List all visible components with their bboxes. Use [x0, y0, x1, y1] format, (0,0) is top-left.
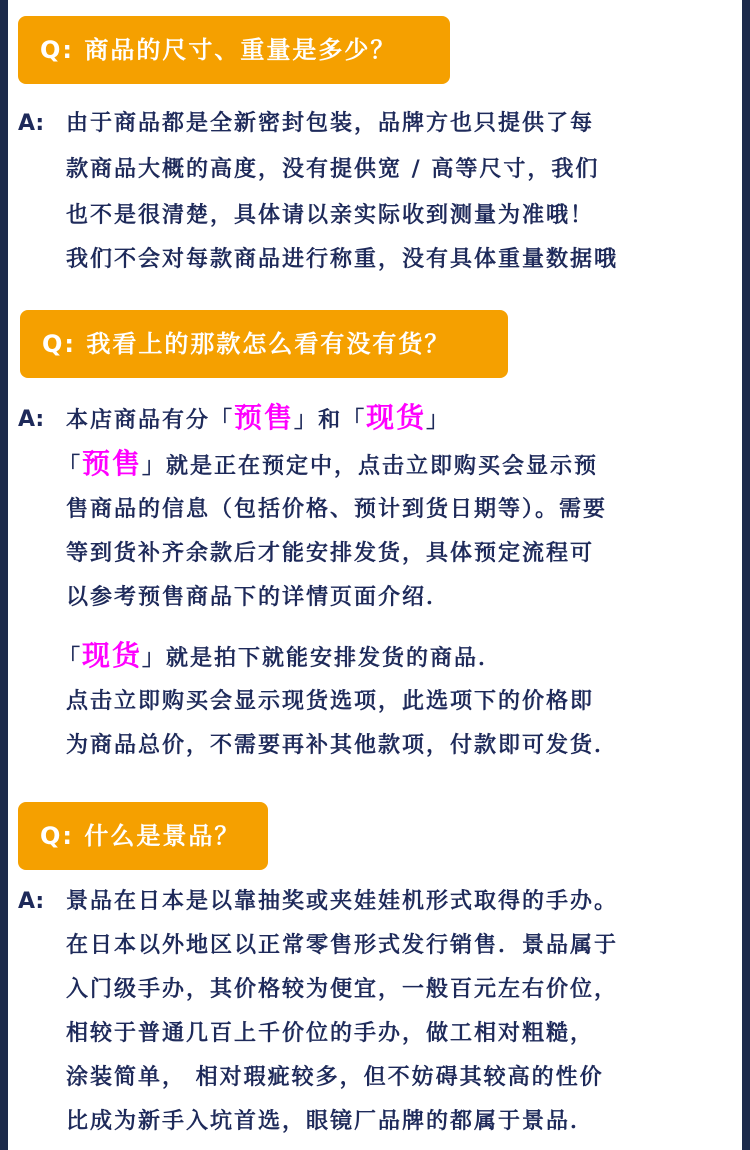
answer-3-line: 入门级手办，其价格较为便宜，一般百元左右价位，	[66, 977, 619, 1002]
answer-1-line: 我们不会对每款商品进行称重，没有具体重量数据哦	[66, 247, 619, 272]
question-1: Q: 商品的尺寸、重量是多少？	[18, 16, 450, 84]
open-bracket: 「	[342, 408, 367, 433]
answer-1-line: 由于商品都是全新密封包装，品牌方也只提供了每	[66, 111, 595, 136]
answer-3-line: 景品在日本是以靠抽奖或夹娃娃机形式取得的手办。	[66, 889, 619, 914]
answer-3-line: 比成为新手入坑首选，眼镜厂品牌的都属于景品．	[66, 1109, 595, 1134]
presale-line: 售商品的信息（包括价格、预计到货日期等）。需要	[66, 497, 608, 522]
intro-text: 本店商品有分	[66, 408, 211, 433]
open-bracket: 「	[58, 454, 83, 479]
instock-highlight: 现货	[366, 401, 427, 434]
presale-definition-text: 就是正在预定中，点击立即购买会显示预	[166, 454, 599, 479]
presale-highlight: 预售	[82, 447, 143, 480]
close-bracket: 」	[294, 408, 319, 433]
answer-3-line: 在日本以外地区以正常零售形式发行销售．景品属于	[66, 933, 619, 958]
presale-definition-line	[58, 446, 598, 485]
instock-line: 为商品总价，不需要再补其他款项，付款即可发货．	[66, 733, 619, 758]
answer-2-prefix: A:	[18, 407, 45, 432]
open-bracket: 「	[58, 646, 83, 671]
close-bracket: 」	[142, 454, 167, 479]
open-bracket: 「	[210, 408, 235, 433]
answer-1-prefix: A:	[18, 111, 45, 136]
close-bracket: 」	[142, 646, 167, 671]
presale-line: 以参考预售商品下的详情页面介绍．	[66, 585, 451, 610]
presale-highlight: 预售	[234, 401, 295, 434]
presale-line: 等到货补齐余款后才能安排发货，具体预定流程可	[66, 541, 595, 566]
instock-definition-line	[58, 638, 502, 677]
close-bracket: 」	[426, 408, 451, 433]
answer-1-line: 也不是很清楚，具体请以亲实际收到测量为准哦！	[66, 203, 595, 228]
instock-line: 点击立即购买会显示现货选项，此选项下的价格即	[66, 689, 595, 714]
and-text: 和	[318, 408, 343, 433]
answer-2-intro	[66, 400, 450, 439]
question-2: Q: 我看上的那款怎么看有没有货？	[20, 310, 508, 378]
answer-3-line: 涂装简单， 相对瑕疵较多，但不妨碍其较高的性价	[66, 1065, 604, 1090]
answer-3-line: 相较于普通几百上千价位的手办，做工相对粗糙，	[66, 1021, 595, 1046]
answer-3-prefix: A:	[18, 889, 45, 914]
instock-highlight: 现货	[82, 639, 143, 672]
answer-1-line: 款商品大概的高度，没有提供宽 / 高等尺寸，我们	[66, 157, 600, 182]
question-3: Q: 什么是景品？	[18, 802, 268, 870]
instock-definition-text: 就是拍下就能安排发货的商品．	[166, 646, 503, 671]
